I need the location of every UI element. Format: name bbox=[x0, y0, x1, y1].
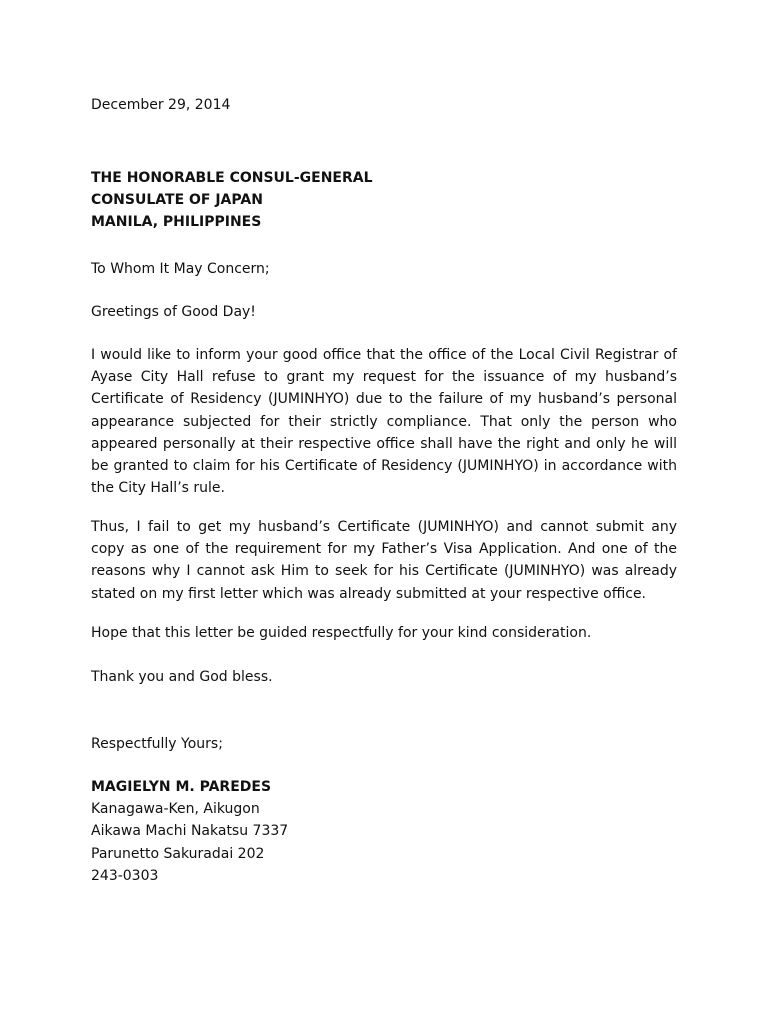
recipient-line-2: CONSULATE OF JAPAN bbox=[91, 192, 263, 208]
greeting: Greetings of Good Day! bbox=[91, 304, 256, 320]
sender-name: MAGIELYN M. PAREDES bbox=[91, 779, 272, 795]
letter-date: December 29, 2014 bbox=[91, 97, 231, 113]
sender-address-2: Aikawa Machi Nakatsu 7337 bbox=[91, 823, 289, 839]
letter-page bbox=[91, 0, 677, 1024]
body-paragraph-1: I would like to inform your good office that the office of the Local Civil Registrar of Ayase City Hall refuse to grant my request for the issuance of my husband’s Certificate of Residency (JUMINHYO) due to the failure of my husband’s personal appearance subjected for their strictly compliance. That only the person who appeared personally at their respective office shall have the right and only he will be granted to claim for his Certificate of Residency (JUMINHYO) in accordance with the City Hall’s rule. bbox=[91, 347, 677, 497]
sender-postal-code: 243-0303 bbox=[91, 868, 159, 884]
closing: Respectfully Yours; bbox=[91, 736, 223, 752]
sender-address-1: Kanagawa-Ken, Aikugon bbox=[91, 801, 260, 817]
salutation: To Whom It May Concern; bbox=[91, 261, 270, 277]
thanks-line: Thank you and God bless. bbox=[91, 669, 273, 685]
recipient-line-1: THE HONORABLE CONSUL-GENERAL bbox=[91, 170, 373, 186]
body-paragraph-2: Thus, I fail to get my husband’s Certificate (JUMINHYO) and cannot submit any copy as one of the requirement for my Father’s Visa Application. And one of the reasons why I cannot ask Him to seek for his Certificate (JUMINHYO) was already stated on my first letter which was already submitted at your respective office. bbox=[91, 519, 677, 602]
sender-address-3: Parunetto Sakuradai 202 bbox=[91, 846, 265, 862]
recipient-line-3: MANILA, PHILIPPINES bbox=[91, 214, 262, 230]
body-paragraph-3: Hope that this letter be guided respectfully for your kind consideration. bbox=[91, 625, 592, 641]
